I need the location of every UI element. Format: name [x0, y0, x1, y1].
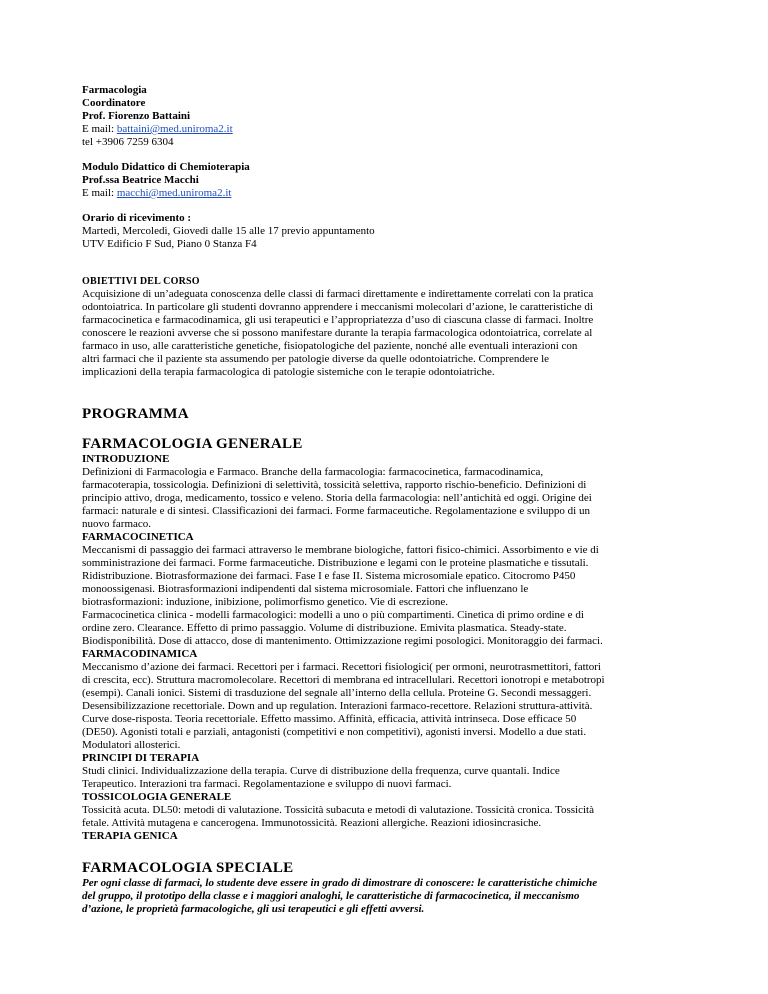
objectives-line: farmaco in uso, alle caratteristiche genetiche, fisiopatologiche del paziente, nonché alle eventuali interazioni con	[82, 340, 578, 352]
text-line: Definizioni di Farmacologia e Farmaco. Branche della farmacologia: farmacocinetica, farmacodinamica,	[82, 466, 544, 478]
module-professor: Prof.ssa Beatrice Macchi	[82, 174, 199, 186]
section-heading-farmacodinamica: FARMACODINAMICA	[82, 648, 198, 660]
text-line: Meccanismo d’azione dei farmaci. Recettori per i farmaci. Recettori fisiologici( per ormoni, neurotrasmettitori, fattori	[82, 661, 601, 673]
text-line: Ridistribuzione. Biotrasformazione dei farmaci. Fase I e fase II. Sistema microsomiale epatico. Citocromo P450	[82, 570, 576, 582]
course-title: Farmacologia	[82, 84, 147, 96]
text-line: somministrazione dei farmaci. Forme farmaceutiche. Distribuzione e legami con le proteine plasmatiche e tissutali.	[82, 557, 589, 569]
text-line: Tossicità acuta. DL50: metodi di valutazione. Tossicità subacuta e metodi di valutazione. Tossicità cronica. Tossicità	[82, 804, 594, 816]
text-line: di crescita, ecc). Struttura macromolecolare. Recettori di membrana ed intracellulari. Recettori ionotropi e metabotropi	[82, 674, 605, 686]
text-line: Terapeutico. Interazioni tra farmaci. Regolamentazione e sviluppo di nuovi farmaci.	[82, 778, 452, 790]
office-hours-place: UTV Edificio F Sud, Piano 0 Stanza F4	[82, 238, 257, 250]
section-text-principi-di-terapia	[82, 765, 702, 791]
special-pharmacology-heading: FARMACOLOGIA SPECIALE	[82, 860, 294, 876]
coordinator-label: Coordinatore	[82, 97, 146, 109]
module-email-line	[82, 187, 702, 200]
section-heading-farmacocinetica: FARMACOCINETICA	[82, 531, 194, 543]
section-heading-terapia-genica: TERAPIA GENICA	[82, 830, 178, 842]
office-hours-label: Orario di ricevimento :	[82, 212, 192, 224]
objectives-line: conoscere le reazioni avverse che si possono manifestare durante la terapia farmacologica odontoiatrica, correlate al	[82, 327, 593, 339]
section-text-introduzione	[82, 466, 702, 531]
coordinator-email-link[interactable]: battaini@med.uniroma2.it	[116, 123, 233, 135]
programma-heading: PROGRAMMA	[82, 406, 189, 422]
objectives-line: farmacocinetica e farmacodinamica, gli usi terapeutici e l’appropriatezza d’uso di ciascuna classe di farmaci. Inoltre	[82, 314, 594, 326]
text-line: Meccanismi di passaggio dei farmaci attraverso le membrane biologiche, fattori fisico-chimici. Assorbimento e vie di	[82, 544, 599, 556]
objectives-text	[82, 288, 702, 379]
text-line: principio attivo, droga, medicamento, tossico e veleno. Storia della farmacologia: nell’antichità ed oggi. Origine dei	[82, 492, 592, 504]
text-line: fetale. Attività mutagena e cancerogena. Immunotossicità. Reazioni allergiche. Reazioni idiosincrasiche.	[82, 817, 542, 829]
office-hours-days: Martedì, Mercoledì, Giovedì dalle 15 alle 17 previo appuntamento	[82, 225, 375, 237]
general-pharmacology-heading: FARMACOLOGIA GENERALE	[82, 436, 303, 452]
objectives-line: odontoiatrica. In particolare gli studenti dovranno apprendere i meccanismi molecolari d’azione, le caratteristiche di	[82, 301, 593, 313]
section-text-tossicologia-generale	[82, 804, 702, 830]
section-heading-principi-di-terapia: PRINCIPI DI TERAPIA	[82, 752, 200, 764]
document-page	[82, 84, 702, 916]
coordinator-email-line	[82, 123, 702, 136]
text-line: Biodisponibilità. Dose di attacco, dose di mantenimento. Ottimizzazione regimi posologici. Monitoraggio dei farmaci.	[82, 635, 603, 647]
objectives-line: Acquisizione di un’adeguata conoscenza delle classi di farmaci direttamente e indirettamente correlati con la pratica	[82, 288, 594, 300]
text-line: nuovo farmaco.	[82, 518, 152, 530]
objectives-heading: OBIETTIVI DEL CORSO	[82, 276, 200, 287]
text-line: Curve dose-risposta. Teoria recettoriale. Effetto massimo. Affinità, efficacia, attività intrinseca. Dose efficace 50	[82, 713, 577, 725]
text-line: farmacoterapia, tossicologia. Definizioni di selettività, tossicità selettiva, rapporto rischio-beneficio. Definizioni di	[82, 479, 587, 491]
coordinator-name: Prof. Fiorenzo Battaini	[82, 110, 191, 122]
coordinator-phone: tel +3906 7259 6304	[82, 136, 174, 148]
text-line: (esempi). Canali ionici. Sistemi di trasduzione del segnale all’interno della cellula. Proteine G. Secondi messaggeri.	[82, 687, 592, 699]
objectives-line: implicazioni della terapia farmacologica di patologie sistemiche con le terapie odontoiatriche.	[82, 366, 495, 378]
text-line: Modulatori allosterici.	[82, 739, 181, 751]
coordinator-email-label: E mail:	[82, 123, 117, 135]
text-line: farmaci: naturale e di sintesi. Classificazioni dei farmaci. Forme farmaceutiche. Regolamentazione e sviluppo di un	[82, 505, 590, 517]
text-line: d’azione, le proprietà farmacologiche, gli usi terapeutici e gli effetti avversi.	[82, 903, 425, 915]
module-email-label: E mail:	[82, 187, 117, 199]
text-line: Desensibilizzazione recettoriale. Down and up regulation. Interazioni farmaco-recettore. Relazioni struttura-attività.	[82, 700, 593, 712]
text-line: (DE50). Agonisti totali e parziali, antagonisti (competitivi e non competitivi), agonisti inversi. Modello a due stati.	[82, 726, 587, 738]
text-line: Farmacocinetica clinica - modelli farmacologici: modelli a uno o più compartimenti. Cinetica di primo ordine e di	[82, 609, 584, 621]
module-title: Modulo Didattico di Chemioterapia	[82, 161, 250, 173]
section-text-farmacodinamica	[82, 661, 702, 752]
special-pharmacology-text	[82, 877, 702, 916]
section-heading-tossicologia-generale: TOSSICOLOGIA GENERALE	[82, 791, 232, 803]
text-line: ordine zero. Clearance. Effetto di primo passaggio. Volume di distribuzione. Emivita plasmatica. Steady-state.	[82, 622, 567, 634]
section-text-farmacocinetica	[82, 544, 702, 648]
section-heading-introduzione: INTRODUZIONE	[82, 453, 170, 465]
text-line: monoossigenasi. Biotrasformazioni indipendenti dal sistema microsomiale. Fattori che influenzano le	[82, 583, 529, 595]
objectives-line: altri farmaci che il paziente sta assumendo per patologie diverse da quelle odontoiatriche. Comprendere le	[82, 353, 550, 365]
text-line: del gruppo, il prototipo della classe e i maggiori analoghi, le caratteristiche di farmacocinetica, il meccanismo	[82, 890, 580, 902]
text-line: Per ogni classe di farmaci, lo studente deve essere in grado di dimostrare di conoscere: le caratteristiche chimiche	[82, 877, 598, 889]
text-line: biotrasformazioni: induzione, inibizione, polimorfismo genetico. Vie di escrezione.	[82, 596, 449, 608]
text-line: Studi clinici. Individualizzazione della terapia. Curve di distribuzione della frequenza, curve quantali. Indice	[82, 765, 560, 777]
module-email-link[interactable]: macchi@med.uniroma2.it	[116, 187, 232, 199]
